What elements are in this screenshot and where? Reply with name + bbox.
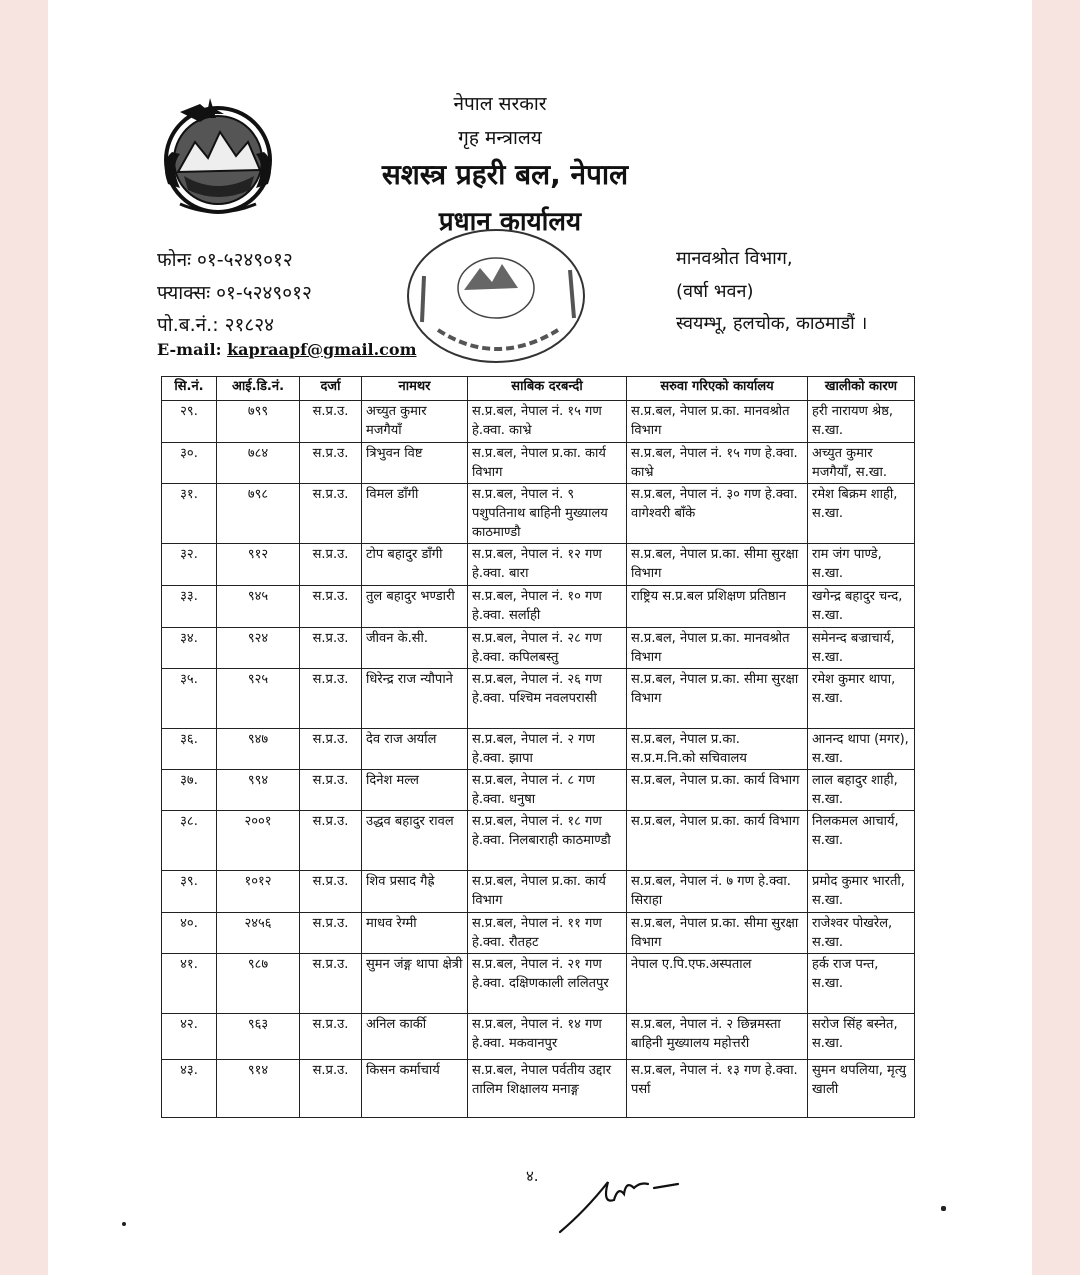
cell-name: देव राज अर्याल (362, 729, 468, 770)
cell-id: २००१ (217, 811, 300, 871)
cell-serial: ३३. (162, 586, 217, 628)
table-row (162, 484, 915, 544)
cell-id: ९६३ (217, 1014, 300, 1060)
cell-serial: ३१. (162, 484, 217, 544)
fax-number: फ्याक्सः ०१-५२४९०१२ (157, 282, 312, 304)
cell-serial: २९. (162, 401, 217, 443)
cell-id: ९२५ (217, 669, 300, 729)
header-line-organization: सशस्त्र प्रहरी बल, नेपाल (381, 158, 629, 191)
cell-name: शिव प्रसाद गैह्रे (362, 871, 468, 913)
cell-serial: ३७. (162, 770, 217, 811)
cell-rank: स.प्र.उ. (300, 586, 362, 628)
cell-serial: ३८. (162, 811, 217, 871)
table-row (162, 586, 915, 628)
cell-previous-post: स.प्र.बल, नेपाल प्र.का. कार्य विभाग (468, 443, 627, 484)
department-name: मानवश्रोत विभाग, (676, 248, 793, 269)
column-header-serial: सि.नं. (162, 377, 217, 401)
po-box-number: पो.ब.नं.: २१८२४ (157, 314, 275, 336)
cell-serial: ४०. (162, 913, 217, 954)
cell-transferred-office: स.प्र.बल, नेपाल नं. २ छिन्नमस्ता बाहिनी मुख्यालय महोत्तरी (627, 1014, 808, 1060)
table-row (162, 401, 915, 443)
cell-rank: स.प्र.उ. (300, 811, 362, 871)
cell-transferred-office: स.प्र.बल, नेपाल नं. १५ गण हे.क्वा. काभ्रे (627, 443, 808, 484)
cell-serial: ३२. (162, 544, 217, 586)
email-address-link[interactable]: kapraapf@gmail.com (227, 340, 417, 359)
signature-icon (556, 1160, 696, 1240)
cell-vacancy-reason: आनन्द थापा (मगर), स.खा. (808, 729, 915, 770)
cell-previous-post: स.प्र.बल, नेपाल नं. १५ गण हे.क्वा. काभ्रे (468, 401, 627, 443)
cell-transferred-office: राष्ट्रिय स.प्र.बल प्रशिक्षण प्रतिष्ठान (627, 586, 808, 628)
cell-vacancy-reason: लाल बहादुर शाही, स.खा. (808, 770, 915, 811)
cell-serial: ३४. (162, 628, 217, 669)
cell-serial: ४३. (162, 1060, 217, 1118)
ink-speck (941, 1206, 946, 1211)
cell-transferred-office: स.प्र.बल, नेपाल प्र.का. स.प्र.म.नि.को सचिवालय (627, 729, 808, 770)
cell-id: ७९९ (217, 401, 300, 443)
header-line-government: नेपाल सरकार (453, 93, 547, 115)
cell-rank: स.प्र.उ. (300, 1060, 362, 1118)
column-header-previous-post: साबिक दरबन्दी (468, 377, 627, 401)
cell-transferred-office: स.प्र.बल, नेपाल प्र.का. मानवश्रोत विभाग (627, 628, 808, 669)
table-row (162, 1014, 915, 1060)
header-line-ministry: गृह मन्त्रालय (458, 127, 542, 149)
page-number: ४. (526, 1167, 539, 1185)
cell-name: दिनेश मल्ल (362, 770, 468, 811)
column-header-rank: दर्जा (300, 377, 362, 401)
cell-id: ९१४ (217, 1060, 300, 1118)
cell-transferred-office: स.प्र.बल, नेपाल नं. ७ गण हे.क्वा. सिराहा (627, 871, 808, 913)
cell-rank: स.प्र.उ. (300, 544, 362, 586)
cell-id: ९४७ (217, 729, 300, 770)
cell-id: ७८४ (217, 443, 300, 484)
cell-id: १०१२ (217, 871, 300, 913)
cell-transferred-office: स.प्र.बल, नेपाल प्र.का. सीमा सुरक्षा विभाग (627, 669, 808, 729)
cell-previous-post: स.प्र.बल, नेपाल नं. २८ गण हे.क्वा. कपिलबस्तु (468, 628, 627, 669)
cell-previous-post: स.प्र.बल, नेपाल नं. १८ गण हे.क्वा. निलबाराही काठमाण्डौ (468, 811, 627, 871)
table-row (162, 443, 915, 484)
cell-rank: स.प्र.उ. (300, 628, 362, 669)
table-row (162, 544, 915, 586)
column-header-name: नामथर (362, 377, 468, 401)
cell-name: जीवन के.सी. (362, 628, 468, 669)
cell-name: धिरेन्द्र राज न्यौपाने (362, 669, 468, 729)
cell-transferred-office: स.प्र.बल, नेपाल प्र.का. सीमा सुरक्षा विभाग (627, 544, 808, 586)
cell-rank: स.प्र.उ. (300, 401, 362, 443)
cell-vacancy-reason: खगेन्द्र बहादुर चन्द, स.खा. (808, 586, 915, 628)
nepal-emblem-icon (150, 92, 286, 222)
office-address: स्वयम्भू, हलचोक, काठमाडौं । (676, 313, 868, 334)
cell-name: माधव रेग्मी (362, 913, 468, 954)
cell-previous-post: स.प्र.बल, नेपाल नं. ८ गण हे.क्वा. धनुषा (468, 770, 627, 811)
cell-transferred-office: स.प्र.बल, नेपाल नं. ३० गण हे.क्वा. वागेश्वरी बाँके (627, 484, 808, 544)
cell-rank: स.प्र.उ. (300, 484, 362, 544)
cell-previous-post: स.प्र.बल, नेपाल नं. १४ गण हे.क्वा. मकवानपुर (468, 1014, 627, 1060)
table-row (162, 954, 915, 1014)
cell-id: ९१२ (217, 544, 300, 586)
cell-serial: ३९. (162, 871, 217, 913)
phone-number: फोनः ०१-५२४९०१२ (157, 249, 293, 271)
cell-vacancy-reason: प्रमोद कुमार भारती, स.खा. (808, 871, 915, 913)
cell-vacancy-reason: हरी नारायण श्रेष्ठ, स.खा. (808, 401, 915, 443)
cell-name: टोप बहादुर डाँगी (362, 544, 468, 586)
cell-transferred-office: स.प्र.बल, नेपाल प्र.का. कार्य विभाग (627, 811, 808, 871)
cell-transferred-office: स.प्र.बल, नेपाल प्र.का. सीमा सुरक्षा विभाग (627, 913, 808, 954)
email-label: E-mail: (157, 340, 222, 359)
building-name: (वर्षा भवन) (676, 281, 754, 302)
cell-rank: स.प्र.उ. (300, 443, 362, 484)
cell-serial: ४१. (162, 954, 217, 1014)
cell-previous-post: स.प्र.बल, नेपाल नं. ११ गण हे.क्वा. रौतहट (468, 913, 627, 954)
cell-vacancy-reason: राम जंग पाण्डे, स.खा. (808, 544, 915, 586)
cell-vacancy-reason: राजेश्वर पोखरेल, स.खा. (808, 913, 915, 954)
cell-vacancy-reason: हर्क राज पन्त, स.खा. (808, 954, 915, 1014)
cell-id: २४५६ (217, 913, 300, 954)
cell-name: विमल डाँगी (362, 484, 468, 544)
table-row (162, 729, 915, 770)
cell-vacancy-reason: सुमन थपलिया, मृत्यु खाली (808, 1060, 915, 1118)
table-row (162, 669, 915, 729)
cell-rank: स.प्र.उ. (300, 669, 362, 729)
cell-previous-post: स.प्र.बल, नेपाल नं. १० गण हे.क्वा. सर्लाही (468, 586, 627, 628)
cell-vacancy-reason: अच्युत कुमार मजगैयाँ, स.खा. (808, 443, 915, 484)
cell-name: उद्धव बहादुर रावल (362, 811, 468, 871)
table-row (162, 1060, 915, 1118)
cell-name: अनिल कार्की (362, 1014, 468, 1060)
cell-rank: स.प्र.उ. (300, 954, 362, 1014)
table-row (162, 871, 915, 913)
email-line (157, 340, 417, 359)
cell-name: सुमन जंङ्ग थापा क्षेत्री (362, 954, 468, 1014)
transfer-table (161, 376, 915, 1118)
cell-serial: ४२. (162, 1014, 217, 1060)
cell-vacancy-reason: निलकमल आचार्य, स.खा. (808, 811, 915, 871)
cell-vacancy-reason: रमेश कुमार थापा, स.खा. (808, 669, 915, 729)
cell-serial: ३५. (162, 669, 217, 729)
column-header-transferred-office: सरुवा गरिएको कार्यालय (627, 377, 808, 401)
cell-id: ७९८ (217, 484, 300, 544)
cell-vacancy-reason: समेनन्द बज्राचार्य, स.खा. (808, 628, 915, 669)
cell-rank: स.प्र.उ. (300, 913, 362, 954)
cell-vacancy-reason: रमेश बिक्रम शाही, स.खा. (808, 484, 915, 544)
cell-id: ९२४ (217, 628, 300, 669)
column-header-id: आई.डि.नं. (217, 377, 300, 401)
table-row (162, 628, 915, 669)
cell-previous-post: स.प्र.बल, नेपाल नं. २१ गण हे.क्वा. दक्षिणकाली ललितपुर (468, 954, 627, 1014)
table-row (162, 770, 915, 811)
cell-previous-post: स.प्र.बल, नेपाल नं. ९ पशुपतिनाथ बाहिनी मुख्यालय काठमाण्डौ (468, 484, 627, 544)
cell-previous-post: स.प्र.बल, नेपाल नं. २ गण हे.क्वा. झापा (468, 729, 627, 770)
cell-id: ९९४ (217, 770, 300, 811)
cell-id: ९४५ (217, 586, 300, 628)
cell-previous-post: स.प्र.बल, नेपाल नं. १२ गण हे.क्वा. बारा (468, 544, 627, 586)
header-line-head-office: प्रधान कार्यालय (438, 207, 582, 237)
cell-previous-post: स.प्र.बल, नेपाल नं. २६ गण हे.क्वा. पश्चिम नवलपरासी (468, 669, 627, 729)
cell-serial: ३०. (162, 443, 217, 484)
cell-rank: स.प्र.उ. (300, 871, 362, 913)
cell-name: त्रिभुवन विष्ट (362, 443, 468, 484)
cell-transferred-office: नेपाल ए.पि.एफ.अस्पताल (627, 954, 808, 1014)
office-stamp-icon (398, 218, 598, 368)
cell-name: अच्युत कुमार मजगैयाँ (362, 401, 468, 443)
cell-rank: स.प्र.उ. (300, 770, 362, 811)
cell-vacancy-reason: सरोज सिंह बस्नेत, स.खा. (808, 1014, 915, 1060)
cell-rank: स.प्र.उ. (300, 1014, 362, 1060)
table-row (162, 811, 915, 871)
cell-rank: स.प्र.उ. (300, 729, 362, 770)
column-header-vacancy-reason: खालीको कारण (808, 377, 915, 401)
table-header-row (162, 377, 915, 401)
cell-previous-post: स.प्र.बल, नेपाल प्र.का. कार्य विभाग (468, 871, 627, 913)
cell-transferred-office: स.प्र.बल, नेपाल प्र.का. मानवश्रोत विभाग (627, 401, 808, 443)
ink-speck (122, 1222, 126, 1226)
cell-name: किसन कर्माचार्य (362, 1060, 468, 1118)
cell-previous-post: स.प्र.बल, नेपाल पर्वतीय उद्दार तालिम शिक्षालय मनाङ्ग (468, 1060, 627, 1118)
cell-serial: ३६. (162, 729, 217, 770)
table-row (162, 913, 915, 954)
cell-transferred-office: स.प्र.बल, नेपाल नं. १३ गण हे.क्वा. पर्सा (627, 1060, 808, 1118)
cell-name: तुल बहादुर भण्डारी (362, 586, 468, 628)
cell-transferred-office: स.प्र.बल, नेपाल प्र.का. कार्य विभाग (627, 770, 808, 811)
cell-id: ९८७ (217, 954, 300, 1014)
